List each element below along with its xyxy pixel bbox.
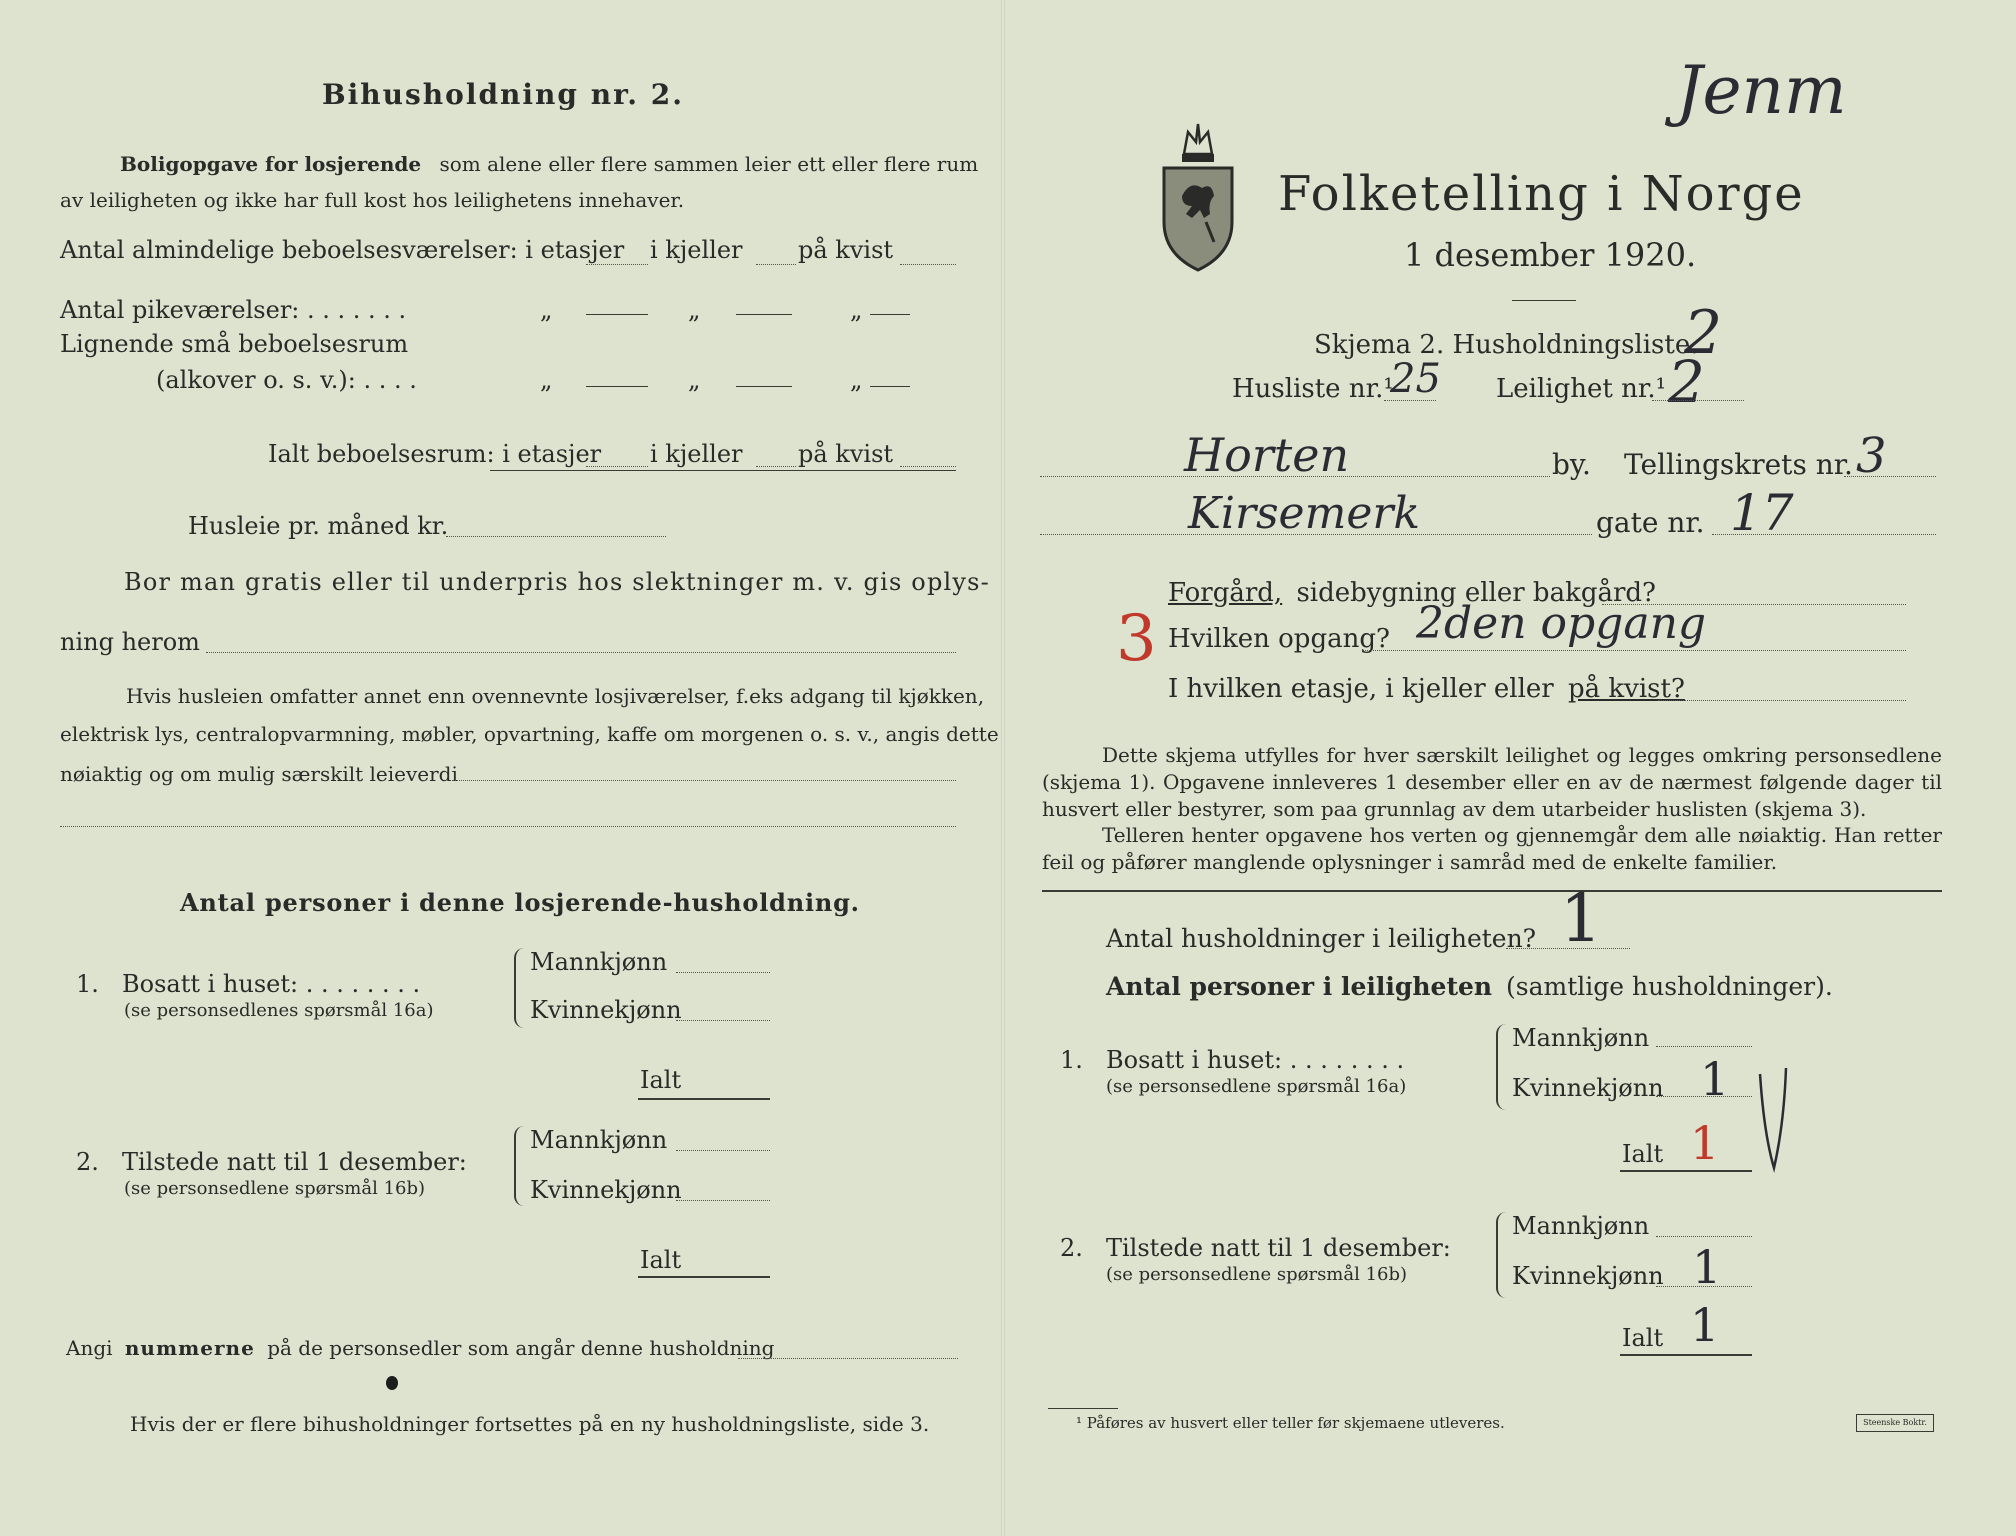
page-fold xyxy=(1001,0,1005,1536)
left-q1-brace xyxy=(514,948,524,1028)
maid-rooms-ditto-1: „ xyxy=(540,296,553,324)
husliste-value[interactable]: 25 xyxy=(1390,356,1441,402)
total-rooms-floors-field[interactable] xyxy=(586,466,648,467)
left-q1-female-field[interactable] xyxy=(676,1020,770,1021)
leilighet-label: Leilighet nr.¹ xyxy=(1496,374,1667,404)
printer-stamp: Steenske Boktr. xyxy=(1856,1414,1934,1432)
left-q2-total-label: Ialt xyxy=(640,1246,682,1274)
leilighet-field xyxy=(1652,400,1744,401)
leilighet-value[interactable]: 2 xyxy=(1668,348,1705,416)
instructions-2: Telleren henter opgavene hos verten og gjennemgår dem alle nøiaktig. Han retter feil og påfører manglende oplysninger i samråd med de enkelte familier. xyxy=(1042,823,1942,874)
similar-rooms-label-l2: (alkover o. s. v.): . . . . xyxy=(156,366,417,394)
footnote-text: ¹ Påføres av husvert eller teller før skjemaene utleveres. xyxy=(1076,1414,1505,1432)
numbers-text xyxy=(66,1336,774,1360)
right-q1-label: Bosatt i huset: . . . . . . . . xyxy=(1106,1046,1405,1074)
form-date: 1 desember 1920. xyxy=(1404,236,1697,274)
free-text-l1: Bor man gratis eller til underpris hos slektninger m. v. gis oplys- xyxy=(124,568,990,596)
rooms-floors-field[interactable] xyxy=(586,264,648,265)
total-rooms-cellar-label: i kjeller xyxy=(650,440,743,468)
left-q1-number: 1. xyxy=(76,970,99,998)
total-rooms-cellar-field[interactable] xyxy=(756,466,796,467)
town-value[interactable]: Horten xyxy=(1184,428,1350,482)
left-title: Bihusholdning nr. 2. xyxy=(322,78,684,111)
right-q1-number: 1. xyxy=(1060,1046,1083,1074)
similar-rooms-label-l1: Lignende små beboelsesrum xyxy=(60,330,409,358)
right-q2-male-label: Mannkjønn xyxy=(1512,1212,1650,1240)
floor-field[interactable] xyxy=(1658,700,1906,701)
persons-heading xyxy=(1106,972,1833,1001)
rooms-attic-field[interactable] xyxy=(900,264,956,265)
schema-value[interactable]: 2 xyxy=(1684,298,1723,368)
left-q2-male-field[interactable] xyxy=(676,1150,770,1151)
free-text-l2: ning herom xyxy=(60,628,200,656)
check-mark-icon xyxy=(1756,1064,1792,1174)
left-q1-female-label: Kvinnekjønn xyxy=(530,996,682,1024)
floor-question xyxy=(1168,674,1685,704)
right-q1-total-field xyxy=(1620,1170,1752,1172)
building-rest: sidebygning eller bakgård? xyxy=(1296,578,1656,608)
street-number-field xyxy=(1712,534,1936,535)
similar-rooms-ditto-3: „ xyxy=(850,366,863,394)
street-value[interactable]: Kirsemerk xyxy=(1188,488,1421,539)
numbers-text-a: Angi xyxy=(66,1336,113,1360)
right-q1-female-label: Kvinnekjønn xyxy=(1512,1074,1664,1102)
left-q2-label: Tilstede natt til 1 desember: xyxy=(122,1148,467,1176)
instructions-rule xyxy=(1042,890,1942,892)
similar-rooms-attic-field[interactable] xyxy=(870,386,910,387)
district-field xyxy=(1844,476,1936,477)
left-q1-male-label: Mannkjønn xyxy=(530,948,668,976)
maid-rooms-attic-field[interactable] xyxy=(870,314,910,315)
right-q1-female-field xyxy=(1656,1096,1752,1097)
right-q1-sub: (se personsedlene spørsmål 16a) xyxy=(1106,1076,1407,1097)
similar-rooms-ditto-2: „ xyxy=(688,366,701,394)
persons-heading-rest: (samtlige husholdninger). xyxy=(1506,972,1833,1001)
left-intro-bold: Boligopgave for losjerende xyxy=(120,152,422,176)
total-rooms-attic-label: på kvist xyxy=(798,440,894,468)
left-q1-male-field[interactable] xyxy=(676,972,770,973)
floor-label-b: på kvist? xyxy=(1568,674,1685,704)
right-q2-total-label: Ialt xyxy=(1622,1324,1664,1352)
street-field xyxy=(1040,534,1592,535)
left-q2-female-label: Kvinnekjønn xyxy=(530,1176,682,1204)
entrance-value[interactable]: 2den opgang xyxy=(1416,598,1707,649)
households-label: Antal husholdninger i leiligheten? xyxy=(1106,924,1537,953)
right-q2-total-value[interactable]: 1 xyxy=(1690,1298,1720,1352)
includes-text-l2: elektrisk lys, centralopvarmning, møbler, opvartning, kaffe om morgenen o. s. v., angis dette xyxy=(60,722,999,746)
left-q2-female-field[interactable] xyxy=(676,1200,770,1201)
maid-rooms-ditto-3: „ xyxy=(850,296,863,324)
households-value[interactable]: 1 xyxy=(1560,880,1602,957)
rooms-attic-label: på kvist xyxy=(798,236,894,264)
form-title: Folketelling i Norge xyxy=(1278,166,1805,222)
right-q1-male-field[interactable] xyxy=(1656,1046,1752,1047)
schema-label: Skjema 2. Husholdningsliste. xyxy=(1314,330,1699,360)
rent-label: Husleie pr. måned kr. xyxy=(188,512,449,540)
includes-field-1[interactable] xyxy=(452,780,956,781)
left-q2-number: 2. xyxy=(76,1148,99,1176)
similar-rooms-ditto-1: „ xyxy=(540,366,553,394)
margin-number-red: 3 xyxy=(1116,602,1157,676)
left-q2-male-label: Mannkjønn xyxy=(530,1126,668,1154)
right-q2-female-label: Kvinnekjønn xyxy=(1512,1262,1664,1290)
includes-field-2[interactable] xyxy=(60,826,956,827)
total-rooms-attic-field[interactable] xyxy=(900,466,956,467)
similar-rooms-floors-field[interactable] xyxy=(586,386,648,387)
total-rooms-underline xyxy=(490,470,956,471)
entrance-field xyxy=(1362,650,1906,651)
left-intro-rest: som alene eller flere sammen leier ett eller flere rum xyxy=(439,152,979,176)
right-q2-female-field xyxy=(1656,1286,1752,1287)
instructions-1: Dette skjema utfylles for hver særskilt leilighet og legges omkring personsedlene (skjema 1). Opgavene innleveres 1 desember eller en av de nærmest følgende dager til husvert eller bestyrer, som paa grunnlag av dem utarbeider huslisten (skjema 3). xyxy=(1042,743,1942,821)
households-field xyxy=(1506,948,1630,949)
left-persons-heading: Antal personer i denne losjerende-husholdning. xyxy=(180,888,860,917)
ink-blot xyxy=(386,1376,398,1390)
left-q2-total-field[interactable] xyxy=(638,1276,770,1278)
coat-of-arms-icon xyxy=(1156,118,1240,274)
includes-text-l3: nøiaktig og om mulig særskilt leieverdi xyxy=(60,762,458,786)
district-value[interactable]: 3 xyxy=(1856,428,1887,484)
left-q1-sub: (se personsedlenes spørsmål 16a) xyxy=(124,1000,434,1021)
street-suffix: gate nr. xyxy=(1596,506,1705,539)
town-field xyxy=(1040,476,1550,477)
footnote-rule xyxy=(1048,1408,1118,1409)
rooms-cellar-field[interactable] xyxy=(756,264,796,265)
free-text-field[interactable] xyxy=(206,652,956,653)
maid-rooms-cellar-field[interactable] xyxy=(736,314,792,315)
handwritten-top: Jenm xyxy=(1676,52,1847,129)
numbers-text-b: nummerne xyxy=(124,1336,255,1360)
left-q1-total-label: Ialt xyxy=(640,1066,682,1094)
right-q1-female-value[interactable]: 1 xyxy=(1700,1052,1730,1106)
right-q2-number: 2. xyxy=(1060,1234,1083,1262)
right-q1-brace xyxy=(1496,1024,1506,1110)
rooms-label: Antal almindelige beboelsesværelser: i etasjer xyxy=(60,236,625,264)
right-q2-label: Tilstede natt til 1 desember: xyxy=(1106,1234,1451,1262)
husliste-field xyxy=(1384,400,1436,401)
floor-label-a: I hvilken etasje, i kjeller eller xyxy=(1168,674,1554,704)
right-q2-sub: (se personsedlene spørsmål 16b) xyxy=(1106,1264,1408,1285)
numbers-text-c: på de personsedler som angår denne husholdning xyxy=(267,1336,775,1360)
persons-heading-bold: Antal personer i leiligheten xyxy=(1106,972,1493,1001)
building-forgard: Forgård, xyxy=(1168,578,1283,608)
similar-rooms-cellar-field[interactable] xyxy=(736,386,792,387)
right-q2-total-field xyxy=(1620,1354,1752,1356)
right-q2-female-value[interactable]: 1 xyxy=(1692,1240,1722,1294)
right-q2-brace xyxy=(1496,1212,1506,1298)
maid-rooms-floors-field[interactable] xyxy=(586,314,648,315)
includes-text-l1: Hvis husleien omfatter annet enn ovennevnte losjiværelser, f.eks adgang til kjøkken, xyxy=(126,684,985,708)
husliste-label: Husliste nr.¹ xyxy=(1232,374,1394,404)
right-q1-total-value[interactable]: 1 xyxy=(1690,1116,1720,1170)
left-intro-line1 xyxy=(120,152,978,176)
left-intro-line2: av leiligheten og ikke har full kost hos leilighetens innehaver. xyxy=(60,188,685,212)
rent-field[interactable] xyxy=(446,536,666,537)
title-rule xyxy=(1512,300,1576,301)
left-q2-sub: (se personsedlene spørsmål 16b) xyxy=(124,1178,426,1199)
total-rooms-label: Ialt beboelsesrum: i etasjer xyxy=(268,440,602,468)
entrance-label: Hvilken opgang? xyxy=(1168,624,1390,654)
continue-text: Hvis der er flere bihusholdninger fortsettes på en ny husholdningsliste, side 3. xyxy=(130,1412,930,1436)
left-q2-brace xyxy=(514,1126,524,1206)
district-label: Tellingskrets nr. xyxy=(1624,448,1853,481)
rooms-cellar-label: i kjeller xyxy=(650,236,743,264)
numbers-field[interactable] xyxy=(738,1358,958,1359)
right-q2-male-field[interactable] xyxy=(1656,1236,1752,1237)
left-q1-label: Bosatt i huset: . . . . . . . . xyxy=(122,970,421,998)
town-suffix: by. xyxy=(1552,448,1591,481)
right-q1-male-label: Mannkjønn xyxy=(1512,1024,1650,1052)
maid-rooms-ditto-2: „ xyxy=(688,296,701,324)
right-q1-total-label: Ialt xyxy=(1622,1140,1664,1168)
maid-rooms-label: Antal pikeværelser: . . . . . . . xyxy=(60,296,407,324)
left-q1-total-field[interactable] xyxy=(638,1098,770,1100)
street-number[interactable]: 17 xyxy=(1730,484,1794,542)
